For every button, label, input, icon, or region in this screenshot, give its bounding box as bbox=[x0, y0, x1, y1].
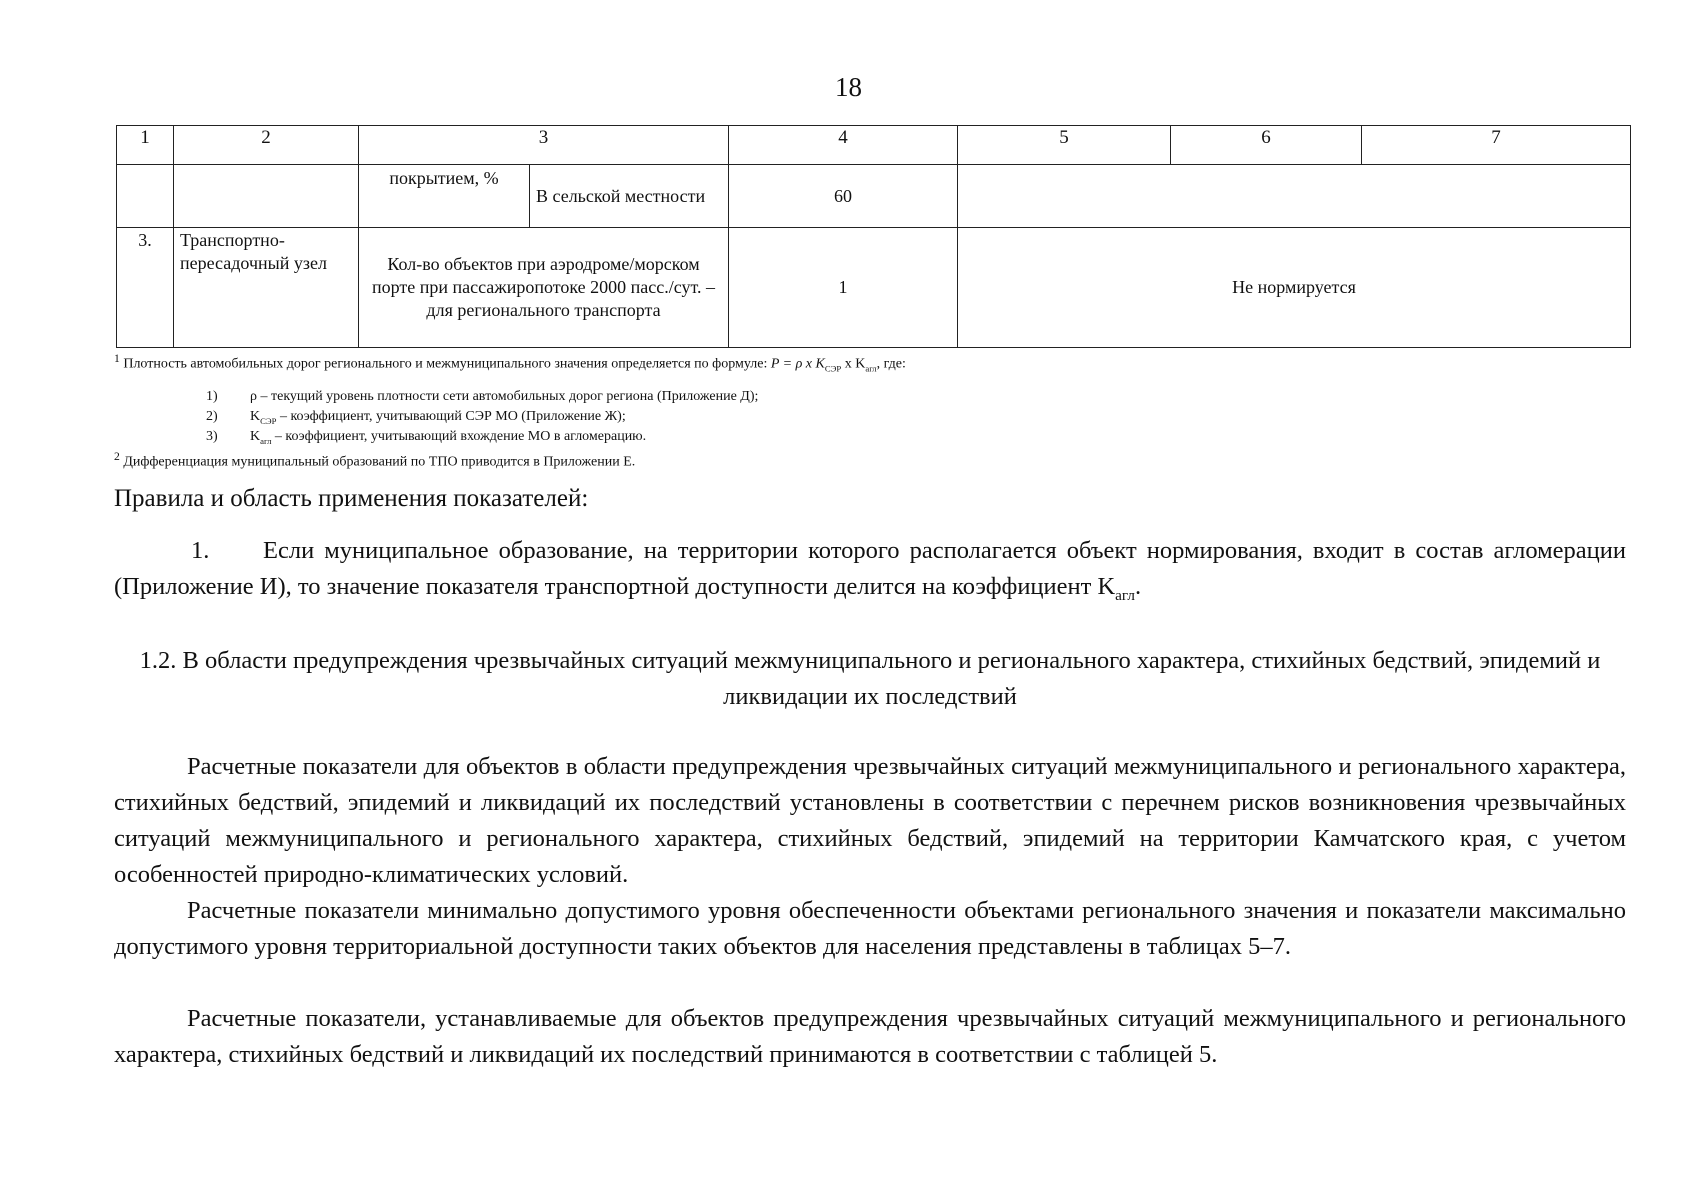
formula-sub: агл bbox=[865, 363, 877, 374]
footnote-marker: 1 bbox=[114, 352, 120, 365]
header-cell: 2 bbox=[174, 126, 359, 165]
list-sub: СЭР bbox=[260, 415, 277, 426]
header-cell: 5 bbox=[958, 126, 1171, 165]
table-row bbox=[117, 228, 1631, 348]
list-text: K bbox=[250, 408, 261, 424]
indicator-cell: Кол-во объектов при аэродроме/морском порте при пассажиропотоке 2000 пасс./сут. – для регионального транспорта bbox=[359, 228, 729, 348]
header-cell: 6 bbox=[1171, 126, 1362, 165]
footnote-1 bbox=[114, 349, 1634, 375]
list-item bbox=[206, 407, 1634, 427]
rule-text: Если муниципальное образование, на территории которого располагается объект нормирования, входит в состав агломерации (Приложение И), то значение показателя транспортной доступности делится на коэффициент K bbox=[114, 537, 1626, 600]
formula-sub: СЭР bbox=[824, 363, 842, 374]
header-cell: 4 bbox=[729, 126, 958, 165]
list-number: 3) bbox=[206, 428, 218, 444]
list-text: ρ – текущий уровень плотности сети автомобильных дорог региона (Приложение Д); bbox=[250, 388, 759, 404]
footnote-text: Плотность автомобильных дорог регионального и межмуниципального значения определяется по формуле: bbox=[119, 356, 771, 372]
list-text: – коэффициент, учитывающий вхождение МО в агломерацию. bbox=[271, 428, 647, 444]
list-item bbox=[206, 427, 1634, 447]
body-paragraph: Расчетные показатели для объектов в области предупреждения чрезвычайных ситуаций межмуниципального и регионального характера, стихийных бедствий, эпидемий и ликвидаций их последствий установлены в соответствии с перечнем рисков возникновения чрезвычайных ситуаций межмуниципального и регионального характера, стихийных бедствий, эпидемий на территории Камчатского края, с учетом особенностей природно-климатических условий. bbox=[114, 753, 1626, 888]
header-cell: 7 bbox=[1362, 126, 1631, 165]
list-sub: агл bbox=[260, 435, 272, 446]
formula: P = ρ x K bbox=[770, 356, 825, 372]
section-lead: Правила и область применения показателей: bbox=[114, 485, 589, 512]
list-text: K bbox=[250, 428, 261, 444]
page-number: 18 bbox=[835, 72, 862, 102]
footnote-text: Дифференциация муниципальный образований по ТПО приводится в Приложении Е. bbox=[119, 454, 636, 470]
footnote-list bbox=[206, 387, 1634, 447]
footnote-2 bbox=[114, 447, 1634, 473]
header-cell: 3 bbox=[359, 126, 729, 165]
table-cell bbox=[958, 165, 1631, 228]
section-heading: 1.2. В области предупреждения чрезвычайных ситуаций межмуниципального и регионального характера, стихийных бедствий, эпидемий и ликвидации их последствий bbox=[139, 647, 1601, 710]
body-paragraph: Расчетные показатели минимально допустимого уровня обеспеченности объектами регионального значения и показатели максимально допустимого уровня территориальной доступности таких объектов для населения представлены в таблицах 5–7. bbox=[114, 897, 1626, 960]
area-type-cell: В сельской местности bbox=[530, 165, 729, 228]
footnotes bbox=[114, 349, 1634, 472]
rule-end: . bbox=[1134, 573, 1142, 600]
header-cell: 1 bbox=[117, 126, 174, 165]
row-number-cell: 3. bbox=[117, 228, 174, 348]
table-row bbox=[117, 165, 1631, 228]
rule-sub: агл bbox=[1115, 586, 1135, 604]
indicator-cell: покрытием, % bbox=[359, 165, 530, 228]
value-cell: 60 bbox=[729, 165, 958, 228]
list-number: 1) bbox=[206, 388, 218, 404]
footnote-marker: 2 bbox=[114, 449, 120, 463]
value-cell: 1 bbox=[729, 228, 958, 348]
object-name-cell: Транспортно-пересадочный узел bbox=[174, 228, 359, 348]
body-paragraph: Расчетные показатели, устанавливаемые для объектов предупреждения чрезвычайных ситуаций межмуниципального и регионального характера, стихийных бедствий и ликвидаций их последствий принимаются в соответствии с таблицей 5. bbox=[114, 1005, 1626, 1068]
norms-table bbox=[116, 125, 1631, 348]
note-cell: Не нормируется bbox=[958, 228, 1631, 348]
table-cell bbox=[117, 165, 174, 228]
list-item bbox=[206, 387, 1634, 407]
rule-number: 1. bbox=[191, 537, 210, 564]
table-cell bbox=[174, 165, 359, 228]
formula: x K bbox=[841, 356, 866, 372]
list-text: – коэффициент, учитывающий СЭР МО (Приложение Ж); bbox=[276, 408, 626, 424]
rule-paragraph bbox=[114, 533, 1626, 605]
footnote-text: , где: bbox=[876, 356, 906, 372]
table-header-row bbox=[117, 126, 1631, 165]
list-number: 2) bbox=[206, 408, 218, 424]
